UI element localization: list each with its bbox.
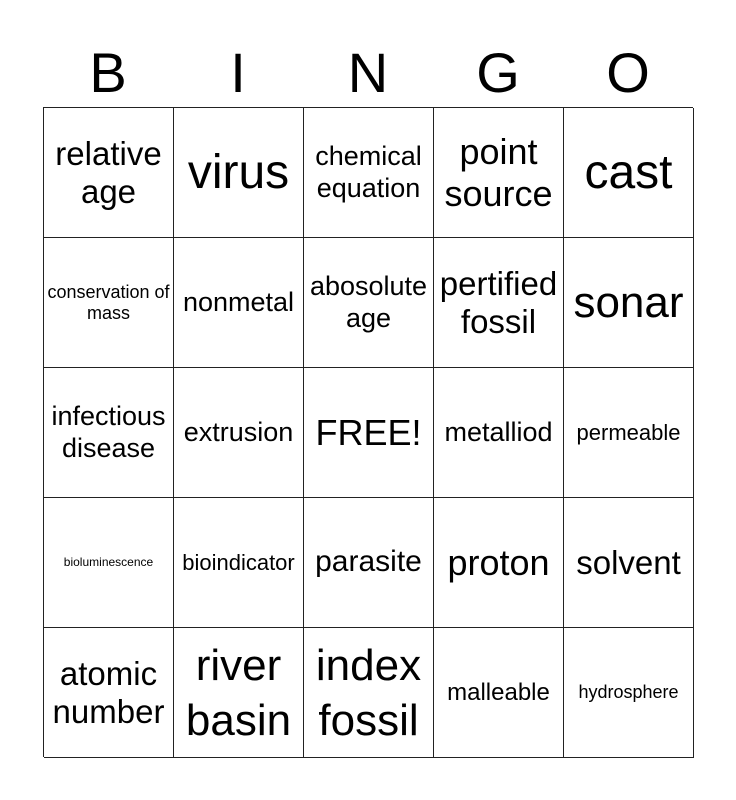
cell-text: solvent	[576, 543, 681, 581]
bingo-cell[interactable]	[174, 108, 304, 238]
cell-text: river basin	[185, 640, 292, 745]
bingo-cell[interactable]	[304, 238, 434, 368]
header-letter-g: G	[476, 41, 520, 104]
cell-text: infectious disease	[51, 401, 166, 463]
bingo-cell[interactable]	[434, 628, 564, 758]
bingo-cell[interactable]	[564, 628, 694, 758]
bingo-cell[interactable]	[174, 238, 304, 368]
cell-text: permeable	[576, 419, 681, 445]
cell-text: bioluminescence	[63, 554, 154, 569]
bingo-cell[interactable]	[44, 108, 174, 238]
bingo-cell[interactable]	[44, 368, 174, 498]
bingo-cell[interactable]	[44, 628, 174, 758]
bingo-cell[interactable]	[564, 108, 694, 238]
header-letter-i: I	[230, 41, 246, 104]
bingo-cell[interactable]	[44, 238, 174, 368]
cell-text: parasite	[315, 545, 422, 579]
bingo-cell[interactable]	[434, 108, 564, 238]
cell-text: extrusion	[183, 416, 294, 447]
bingo-cell[interactable]	[44, 498, 174, 628]
bingo-cell[interactable]	[434, 498, 564, 628]
bingo-cell[interactable]	[564, 498, 694, 628]
bingo-cell[interactable]	[564, 368, 694, 498]
bingo-cell[interactable]	[434, 238, 564, 368]
header-letter-n: N	[347, 41, 389, 104]
bingo-cell[interactable]	[304, 628, 434, 758]
cell-text: virus	[187, 145, 290, 199]
header-letter-o: O	[606, 41, 650, 104]
bingo-cell[interactable]	[304, 498, 434, 628]
cell-text: cast	[584, 145, 673, 199]
header-letter-b: B	[89, 41, 127, 104]
cell-text: proton	[447, 541, 550, 583]
bingo-cell[interactable]	[304, 108, 434, 238]
cell-text: nonmetal	[182, 286, 295, 317]
cell-text: malleable	[447, 678, 550, 706]
bingo-cell[interactable]	[174, 498, 304, 628]
cell-text: point source	[444, 131, 553, 214]
cell-text: conservation of mass	[47, 281, 170, 323]
cell-text: abosolute age	[309, 271, 428, 333]
cell-text: atomic number	[52, 654, 165, 730]
cell-text: pertified fossil	[439, 264, 558, 340]
bingo-cell[interactable]	[174, 368, 304, 498]
cell-text: chemical equation	[315, 141, 422, 203]
cell-text: hydrosphere	[578, 682, 679, 703]
bingo-cell[interactable]	[564, 238, 694, 368]
bingo-cell[interactable]	[174, 628, 304, 758]
cell-text: metalliod	[444, 416, 553, 447]
bingo-board	[43, 107, 693, 757]
cell-text: FREE!	[315, 411, 422, 453]
cell-text: relative age	[55, 134, 162, 210]
bingo-cell[interactable]	[434, 368, 564, 498]
cell-text: sonar	[573, 278, 684, 327]
cell-text: bioindicator	[182, 549, 295, 575]
cell-text: index fossil	[315, 640, 422, 745]
bingo-header	[43, 40, 693, 106]
bingo-cell[interactable]	[304, 368, 434, 498]
